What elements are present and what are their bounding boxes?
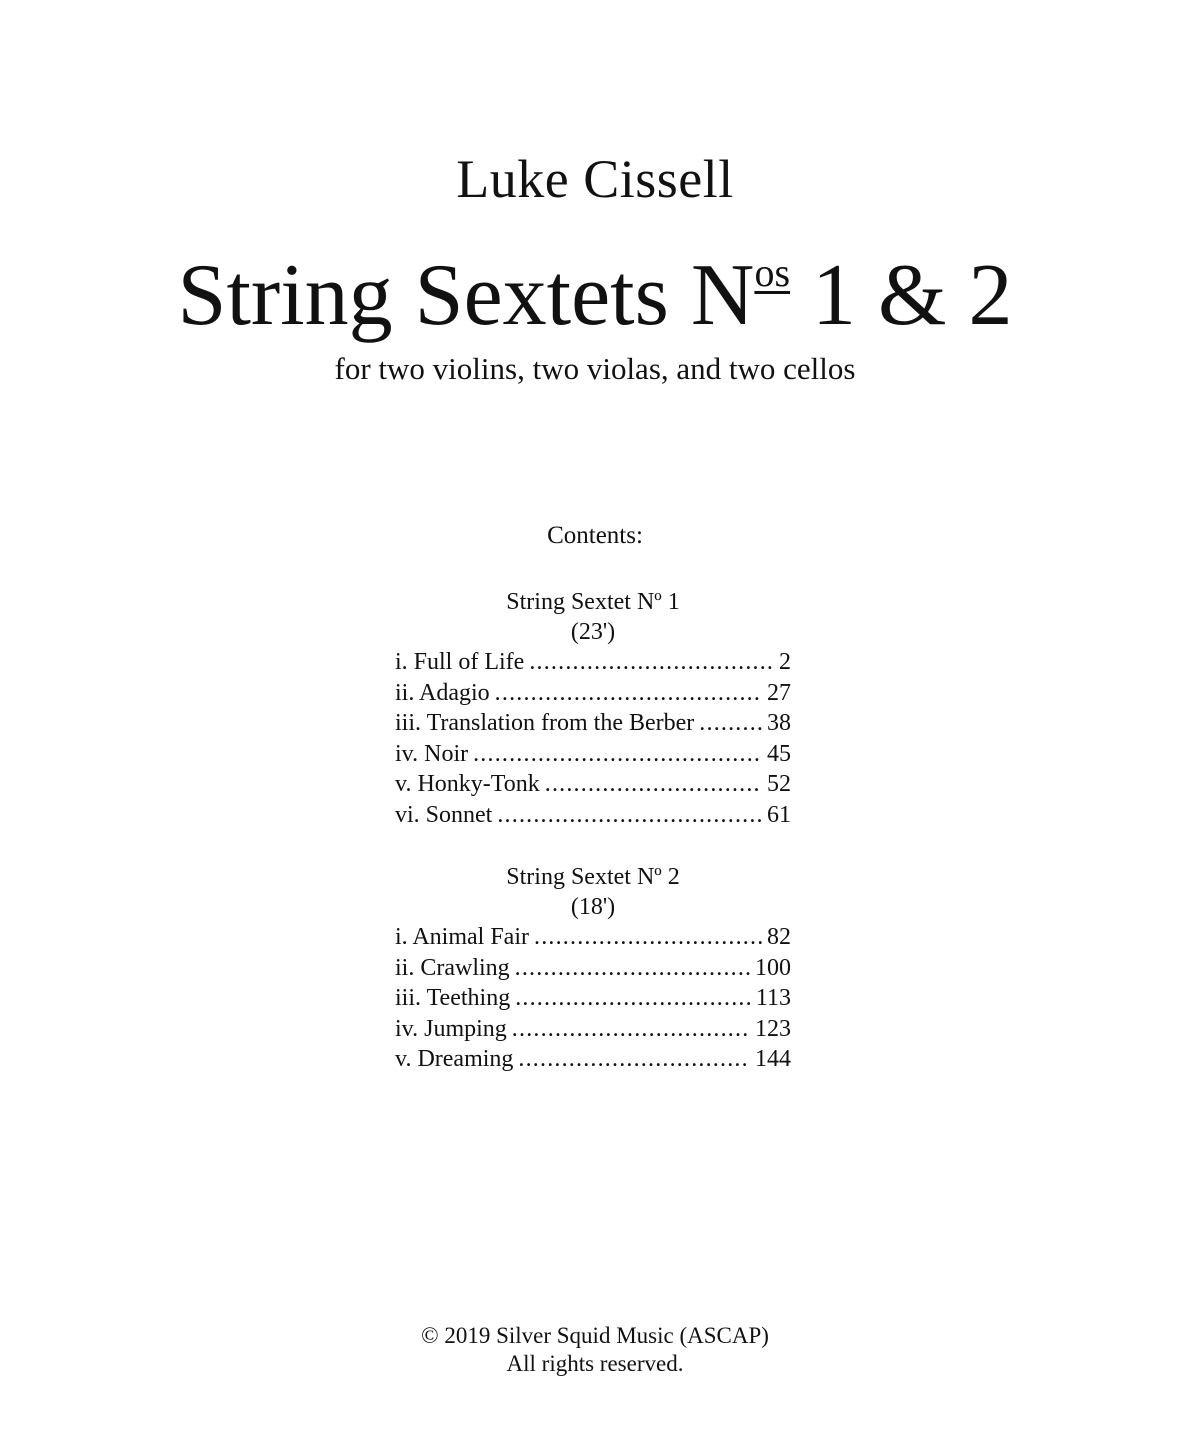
toc-entry (395, 769, 791, 800)
page-number: 45 (767, 740, 791, 767)
movement-name: i. Full of Life (395, 649, 525, 675)
page-number: 123 (755, 1015, 791, 1042)
toc-entry (395, 800, 791, 831)
toc-entry (395, 983, 791, 1014)
movement-name: iii. Teething (395, 985, 511, 1012)
movement-name: iii. Translation from the Berber (395, 710, 695, 737)
title-main: String Sextets N (177, 247, 755, 344)
section-duration: (18') (570, 894, 616, 920)
movement-name: vi. Sonnet (395, 801, 493, 828)
movement-name: v. Dreaming (395, 1046, 514, 1073)
dot-leader (529, 647, 774, 678)
title-superscript: os (754, 250, 791, 295)
dot-leader (495, 678, 762, 709)
copyright-line: © 2019 Silver Squid Music (ASCAP) (421, 1323, 769, 1348)
dot-leader (473, 739, 762, 770)
toc-entry (395, 647, 791, 678)
instrumentation-subtitle: for two violins, two violas, and two cellos (334, 351, 856, 386)
page-number: 61 (767, 801, 791, 828)
page-number: 2 (779, 649, 791, 675)
movement-name: i. Animal Fair (395, 924, 529, 950)
title-numbers: 1 & 2 (790, 247, 1013, 344)
section-duration: (23') (570, 619, 616, 645)
dot-leader (512, 1014, 750, 1045)
movement-name: v. Honky-Tonk (395, 771, 540, 798)
toc-entry (395, 708, 791, 739)
movement-name: ii. Adagio (395, 679, 490, 706)
page-number: 82 (767, 924, 791, 950)
page-number: 27 (767, 679, 791, 706)
dot-leader (497, 800, 762, 831)
movement-name: ii. Crawling (395, 954, 510, 981)
page-number: 113 (755, 985, 791, 1012)
toc-entry (395, 739, 791, 770)
dot-leader (515, 953, 750, 984)
dot-leader (518, 1044, 750, 1075)
composer-name: Luke Cissell (456, 149, 734, 209)
work-title (0, 246, 1190, 346)
toc-entry (395, 953, 791, 984)
movement-name: iv. Jumping (395, 1015, 507, 1042)
copyright-notice (0, 1322, 1190, 1378)
page-number: 144 (755, 1046, 791, 1073)
contents-heading: Contents: (547, 522, 643, 549)
toc-entry (395, 922, 791, 953)
toc-entry (395, 1014, 791, 1045)
section-title: String Sextet Nº 1 (506, 589, 680, 615)
page-number: 52 (767, 771, 791, 798)
toc-entry (395, 678, 791, 709)
toc-section-sextet-1 (395, 587, 791, 831)
dot-leader (534, 922, 762, 953)
movement-name: iv. Noir (395, 740, 469, 767)
dot-leader (545, 769, 762, 800)
rights-line: All rights reserved. (506, 1351, 684, 1376)
page-number: 38 (767, 710, 791, 737)
dot-leader (515, 983, 751, 1014)
toc-entry (395, 1044, 791, 1075)
toc-section-sextet-2 (395, 862, 791, 1075)
page-number: 100 (755, 954, 791, 981)
dot-leader (699, 708, 762, 739)
section-title: String Sextet Nº 2 (506, 864, 680, 890)
